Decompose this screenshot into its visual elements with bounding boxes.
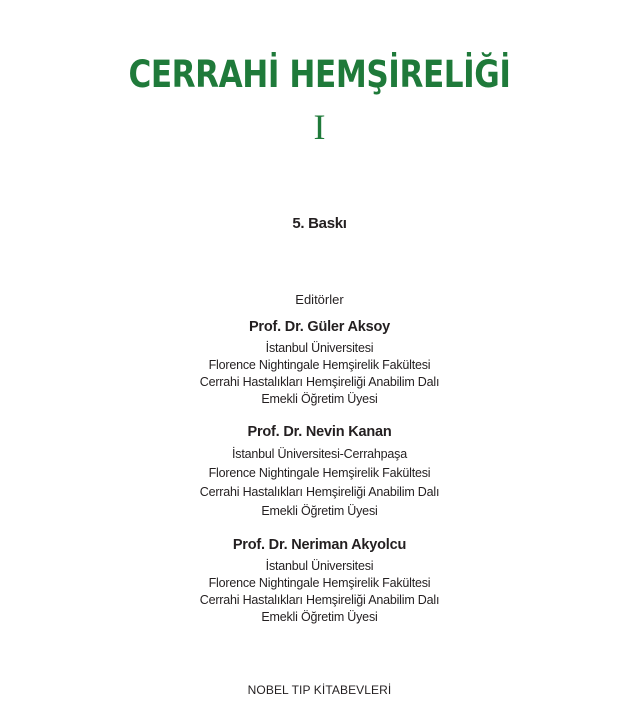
editor-affiliation-line: Florence Nightingale Hemşirelik Fakültesi — [208, 358, 431, 372]
editor-affiliation-line: Florence Nightingale Hemşirelik Fakültesi — [208, 576, 431, 590]
editor-affiliation-line: Emekli Öğretim Üyesi — [261, 392, 378, 406]
edition-label: 5. Baskı — [292, 215, 347, 232]
editor-affiliation-line: Florence Nightingale Hemşirelik Fakültesi — [208, 466, 431, 480]
editor-name: Prof. Dr. Güler Aksoy — [248, 319, 391, 335]
editor-affiliation-line: Emekli Öğretim Üyesi — [261, 504, 378, 518]
editor-block-akyolcu — [0, 535, 639, 626]
publisher-name: NOBEL TIP KİTABEVLERİ — [247, 683, 392, 697]
editor-block-kanan — [0, 422, 639, 521]
volume-number: I — [313, 107, 326, 147]
editor-affiliation-line: İstanbul Üniversitesi — [265, 341, 374, 355]
editor-name: Prof. Dr. Neriman Akyolcu — [232, 537, 407, 553]
editor-affiliation-line: İstanbul Üniversitesi — [265, 559, 374, 573]
editor-name: Prof. Dr. Nevin Kanan — [247, 424, 392, 440]
editor-affiliation-line: Cerrahi Hastalıkları Hemşireliği Anabilim Dalı — [199, 485, 440, 499]
editor-affiliation-line: İstanbul Üniversitesi-Cerrahpaşa — [232, 447, 407, 461]
book-title: CERRAHİ HEMŞİRELİĞİ — [128, 53, 511, 96]
editor-block-aksoy — [0, 317, 639, 408]
editors-heading: Editörler — [295, 292, 344, 307]
editor-affiliation-line: Emekli Öğretim Üyesi — [261, 610, 378, 624]
editor-affiliation-line: Cerrahi Hastalıkları Hemşireliği Anabilim Dalı — [199, 593, 440, 607]
editor-affiliation-line: Cerrahi Hastalıkları Hemşireliği Anabilim Dalı — [199, 375, 440, 389]
